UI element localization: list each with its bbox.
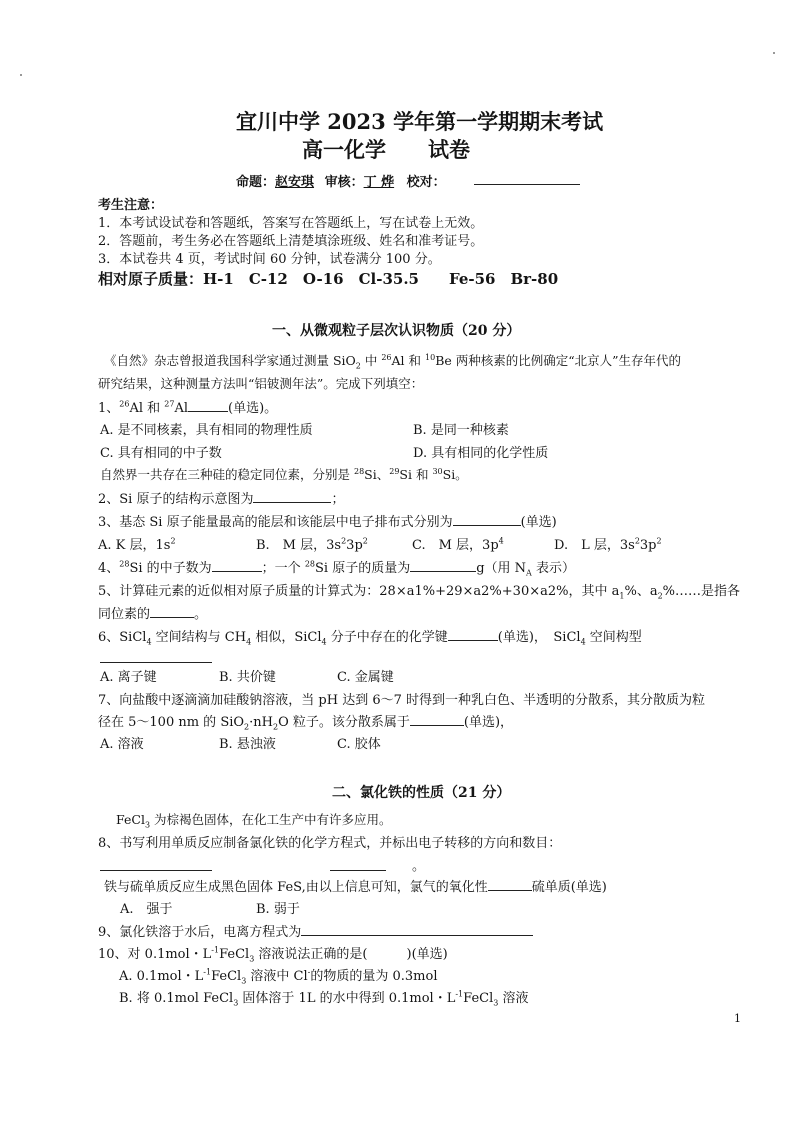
q3-option-c: C. M 层，$3p^4$: [412, 536, 504, 553]
q8-blank-2: [330, 870, 386, 871]
q8-option-b: B. 弱于: [256, 902, 300, 917]
scan-speck: [773, 52, 775, 54]
q8-blank-1: [100, 870, 212, 871]
question-7-cont: 径在 5～100 nm 的 $SiO_2\cdot nH_2O$ 粒子。该分散系属于 (单选)，: [98, 711, 513, 732]
question-4: 4、$^{28}$Si 的中子数为 ；一个 $^{28}$Si 原子的质量为 g（用 $N_A$ 表示）: [98, 559, 575, 578]
question-10: 10、对 0.1mol・$L^{-1}FeCl_3$ 溶液说法正确的是( )(单选): [98, 945, 448, 964]
question-6: 6、SiCl$_4$ 空间结构与 $CH_4$ 相似，SiCl$_4$ 分子中存在的化学键 (单选)， SiCl$_4$ 空间构型: [98, 626, 642, 647]
notice-heading: 考生注意：: [98, 198, 164, 213]
exam-title: 宜川中学 2023 学年第一学期期末考试: [236, 109, 604, 134]
question-3: 3、基态 Si 原子能量最高的能层和该能层中电子排布式分别为 (单选): [98, 511, 557, 530]
question-8: 8、书写利用单质反应制备氯化铁的化学方程式，并标出电子转移的方向和数目：: [98, 836, 562, 851]
exam-subtitle: 高一化学 试卷: [302, 137, 470, 162]
q7-option-c: C. 胶体: [337, 737, 381, 752]
notice-item: 2．答题前，考生务必在答题纸上清楚填涂班级、姓名和准考证号。: [98, 234, 484, 249]
question-5-cont: 同位素的 。: [98, 603, 207, 622]
q6-option-b: B. 共价键: [219, 670, 276, 685]
question-1: 1、$^{26}$Al 和 $^{27}$Al (单选)。: [98, 399, 278, 416]
question-7: 7、向盐酸中逐滴滴加硅酸钠溶液，当 pH 达到 6～7 时得到一种乳白色、半透明的分散系，其分散质为粒: [98, 693, 706, 708]
q10-option-a: A. 0.1mol・$L^{-1}FeCl_3$ 溶液中 Cl-的物质的量为 0.3mol: [119, 967, 438, 986]
question-9: 9、氯化铁溶于水后，电离方程式为: [98, 921, 533, 940]
q8-option-a: A. 强于: [120, 902, 173, 917]
notice-item: 1．本考试设试卷和答题纸，答案写在答题纸上，写在试卷上无效。: [98, 216, 484, 231]
q7-option-b: B. 悬浊液: [219, 737, 276, 752]
q6-option-c: C. 金属键: [337, 670, 394, 685]
page-number: 1: [734, 1012, 741, 1025]
question-5: 5、计算硅元素的近似相对原子质量的计算式为：28×a1%+29×a2%+30×a2%，其中 $a_1\%$、$a_2\%\dots\dots$是指各: [98, 584, 741, 601]
q3-option-a: A. K 层，$1s^2$: [98, 536, 176, 553]
section1-intro2: 研究结果，这种测量方法叫“铝铍测年法”。完成下列填空：: [98, 376, 424, 391]
q1-option-b: B. 是同一种核素: [413, 423, 509, 438]
q6-option-a: A. 离子键: [100, 670, 157, 685]
isotope-note: 自然界一共存在三种硅的稳定同位素，分别是 $^{28}$Si、$^{29}$Si 和 $^{30}$Si。: [100, 466, 468, 482]
section1-title: 一、从微观粒子层次认识物质（20 分）: [272, 323, 521, 339]
q1-option-c: C. 具有相同的中子数: [100, 446, 222, 461]
q7-option-a: A. 溶液: [100, 737, 144, 752]
q1-option-a: A. 是不同核素，具有相同的物理性质: [100, 423, 313, 438]
proof-blank: [474, 184, 580, 185]
q1-option-d: D. 具有相同的化学性质: [413, 446, 549, 461]
atomic-mass: 相对原子质量：H-1 C-12 O-16 Cl-35.5 Fe-56 Br-80: [98, 270, 559, 288]
notice-item: 3．本试卷共 4 页，考试时间 60 分钟，试卷满分 100 分。: [98, 252, 441, 267]
question-2: 2、Si 原子的结构示意图为 ；: [98, 488, 344, 507]
q3-option-b: B. M 层，$3s^23p^2$: [256, 536, 368, 553]
q10-option-b: B. 将 0.1mol FeCl$_3$ 固体溶于 1L 的水中得到 0.1mol・$L^{-1}FeCl_3$ 溶液: [119, 989, 529, 1008]
scan-speck: [20, 74, 22, 76]
q3-option-d: D. L 层，$3s^23p^2$: [554, 536, 662, 553]
section1-intro: 《自然》杂志曾报道我国科学家通过测量 SiO$_2$ 中 $^{26}$Al 和 $^{10}$Be 两种核素的比例确定“北京人”生存年代的: [104, 352, 682, 371]
q8-end: 。: [412, 859, 426, 874]
q6-answer-blank: [100, 662, 212, 663]
section2-title: 二、氯化铁的性质（21 分）: [332, 785, 511, 801]
section2-intro: FeCl$_3$ 为棕褐色固体，在化工生产中有许多应用。: [116, 812, 392, 830]
question-8b: 铁与硫单质反应生成黑色固体 FeS,由以上信息可知，氯气的氧化性 硫单质(单选): [104, 876, 607, 895]
author-line: 命题：赵安琪 审核：丁 烨 校对：: [236, 175, 446, 190]
